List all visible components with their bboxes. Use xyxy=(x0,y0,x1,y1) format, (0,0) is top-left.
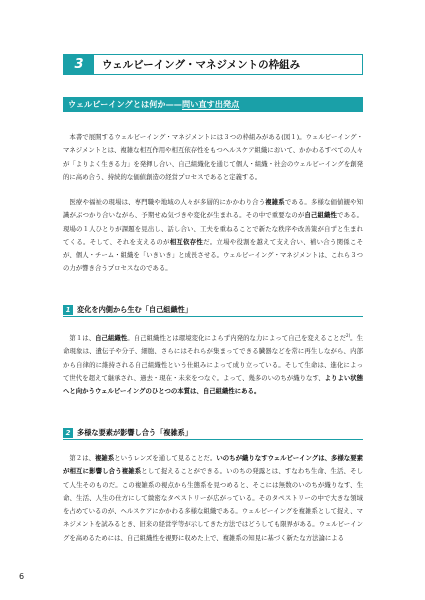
paragraph-fields xyxy=(63,196,363,276)
paragraph-text xyxy=(63,452,363,545)
bold-term: 複雑系 xyxy=(95,454,115,462)
text-run: だ。立場や役割を越えて支え合い、補い合う関係こそが、個人・チーム・組織を「いきいき」と成長させる。ウェルビーイング・マネジメントは、これら３つの力が響き合うプロセスなのである。 xyxy=(63,237,364,273)
chapter-number: 3 xyxy=(64,55,94,74)
text-run: 第１は、 xyxy=(69,334,96,343)
page-number: 6 xyxy=(19,572,25,581)
bold-term: 相互依存性 xyxy=(169,237,204,246)
paragraph-complex-system xyxy=(63,452,363,545)
footnote-ref: 2) xyxy=(346,333,351,338)
text-run: である。多様な価値観や知識がぶつかり合いながら、予期せぬ気づきや変化が生まれる。その中で重要なのが xyxy=(63,198,364,220)
subheading-title: 変化を内側から生む「自己組織性」 xyxy=(77,305,193,314)
paragraph-self-organization xyxy=(63,329,363,399)
section-heading xyxy=(63,97,363,112)
section-title xyxy=(63,99,239,110)
subheading-complex-system xyxy=(63,427,363,440)
section-title-underlined: 問い直す出発点 xyxy=(181,99,240,109)
subheading-number: 1 xyxy=(63,305,73,315)
paragraph-text xyxy=(63,329,363,399)
chapter-title: ウェルビーイング・マネジメントの枠組み xyxy=(102,59,301,71)
text-run: というレンズを通して見ることだ。 xyxy=(114,454,217,462)
paragraph-text xyxy=(63,196,363,276)
subheading-self-organization xyxy=(63,304,363,317)
bold-term: よりよい状態へと向かうウェルビーイングのひとつの本質は、自己組織性にある。 xyxy=(63,374,364,396)
subheading-title: 多様な要素が影響し合う「複雑系」 xyxy=(77,428,193,437)
paragraph-text: 本書で展開するウェルビーイング・マネジメントには３つの枠組みがある(図１)。ウェルビーイング・マネジメントとは、複雑な相互作用や相互依存性をもつヘルスケア組織において、かかわるすべての人々が「よりよく生きる力」を発揮し合い、自己組織化を通じて個人・組織・社会のウェルビーイングを創発的に高め合う、持続的な価値創造の経営プロセスであると定義する。 xyxy=(63,133,363,181)
bold-term: いのちが織りなすウェルビーイングは、多様な要素が相互に影響し合う複雑系 xyxy=(63,454,364,476)
subheading-number: 2 xyxy=(63,428,73,438)
text-run: 医療や福祉の現場は、専門職や地域の人々が多層的にかかわり合う xyxy=(69,198,266,206)
bold-term: 自己組織性 xyxy=(304,211,338,220)
chapter-heading xyxy=(63,54,363,75)
paragraph-intro xyxy=(63,131,363,184)
bold-term: 自己組織性 xyxy=(95,334,128,343)
text-run: として捉えることができる。いのちの発露とは、すなわち生命、生活、そして人生そのものだ。この複雑系の視点から生態系を見つめると、そこには無数のいのちが織りなす、生命、生活、人生の仕方にして緻密なタペストリーが広がっている。そのタペストリーの中で大きな領域を占めているのが、ヘルスケアにかかわる多様な組織である。ウェルビーイングを複雑系として捉え、マネジメントを試みるとき、旧来の経営学等が示してきた方法ではどうしても限界がある。ウェルビーイングを高めるためには、自己組織性を視野に収めた上で、複雑系の知見に基づく新たな方法論による xyxy=(63,467,363,542)
text-run: 。生命現象は、遺伝子や分子、細胞、さらにはそれらが集まってできる臓器などを常に再生しながら、内部から自律的に維持される自己組織性という仕組みによって成り立っている。そして生命は、進化によって世代を超えて継承され、過去・現在・未来をつなぐ。よって、幾多のいのちが織りなす、 xyxy=(63,334,364,383)
section-title-prefix: ウェルビーイングとは何か—— xyxy=(68,99,182,109)
text-run: 。自己組織性とは環境変化によらず内発的な力によって自己を変えることだ xyxy=(127,334,347,343)
bold-term: 複雑系 xyxy=(265,198,285,206)
text-run: である。現場の１人ひとりが課題を見出し、話し合い、工夫を重ねることで新たな秩序や改善策が自ずと生まれてくる。そして、それを支えるのが xyxy=(63,211,364,246)
text-run: 第２は、 xyxy=(69,454,96,462)
